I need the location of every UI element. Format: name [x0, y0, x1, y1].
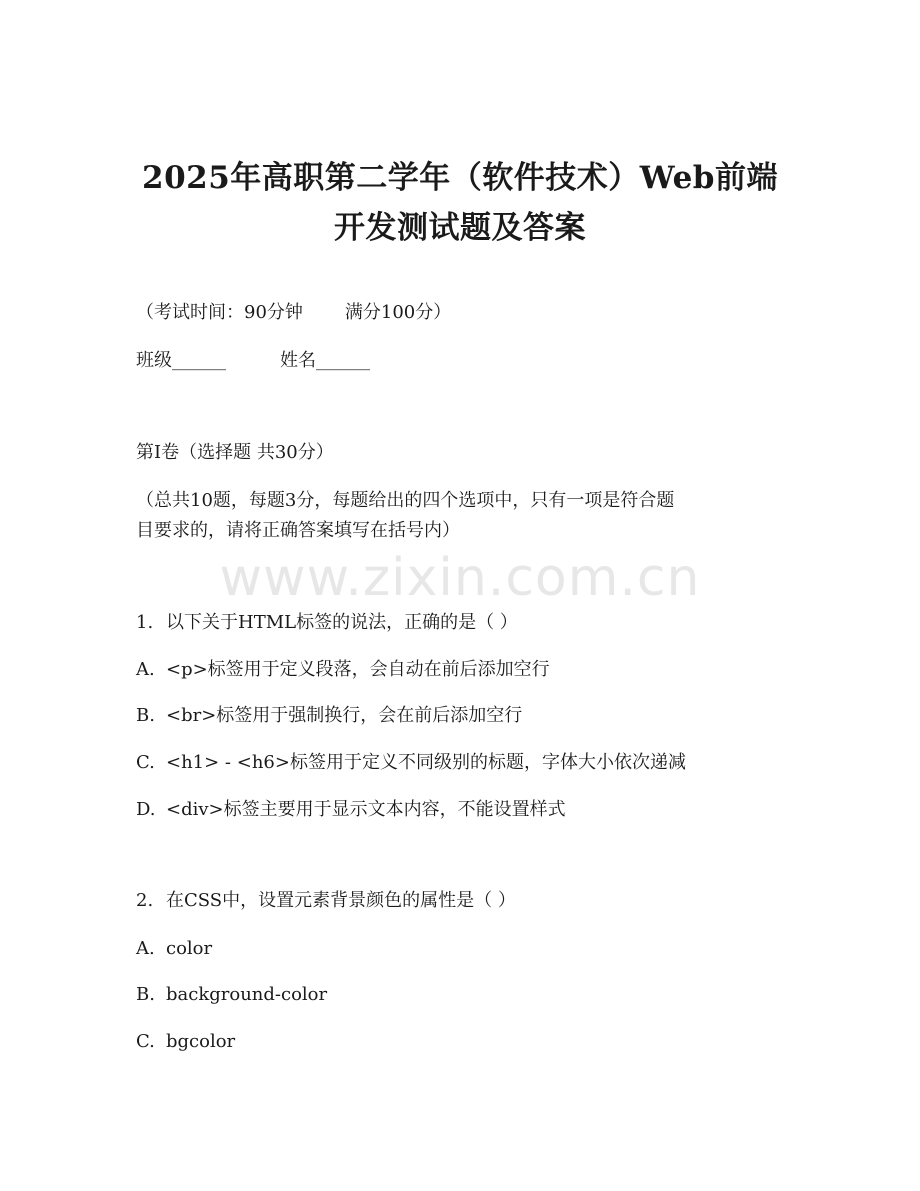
option-text: <div>标签主要用于显示文本内容，不能设置样式: [166, 799, 566, 820]
option-letter: B.: [136, 984, 155, 1005]
section-heading: 第I卷（选择题 共30分）: [136, 442, 334, 463]
name-field-label: 姓名______: [280, 350, 370, 371]
question-text: 在CSS中，设置元素背景颜色的属性是（ ）: [166, 890, 516, 911]
question-2: [136, 886, 516, 916]
option-a: [136, 655, 550, 685]
watermark: www.zixin.com.cn: [219, 548, 701, 608]
option-text: background-color: [166, 984, 328, 1005]
section-instructions-line-1: （总共10题，每题3分，每题给出的四个选项中，只有一项是符合题: [136, 490, 675, 511]
question-number: 2.: [136, 890, 154, 911]
option-b: [136, 701, 522, 731]
option-d: [136, 795, 566, 825]
option-letter: C.: [136, 1031, 155, 1052]
option-c: [136, 748, 686, 778]
question-number: 1.: [136, 612, 154, 633]
exam-time: （考试时间：90分钟: [136, 302, 303, 323]
class-field-label: 班级______: [136, 350, 226, 371]
option-text: <p>标签用于定义段落，会自动在前后添加空行: [166, 659, 550, 680]
student-info: [136, 346, 370, 376]
option-letter: A.: [136, 659, 155, 680]
question-1: [136, 608, 518, 638]
exam-score: 满分100分）: [344, 302, 452, 323]
document-title-line-2: 开发测试题及答案: [334, 210, 586, 246]
option-text: bgcolor: [166, 1031, 236, 1052]
option-text: color: [166, 938, 213, 959]
option-a: [136, 934, 212, 964]
option-letter: C.: [136, 752, 155, 773]
option-letter: B.: [136, 705, 155, 726]
section-instructions-line-2: 目要求的，请将正确答案填写在括号内）: [136, 520, 460, 541]
option-letter: A.: [136, 938, 155, 959]
option-text: <br>标签用于强制换行，会在前后添加空行: [166, 705, 523, 726]
question-text: 以下关于HTML标签的说法，正确的是（ ）: [166, 612, 518, 633]
option-text: <h1> - <h6>标签用于定义不同级别的标题，字体大小依次递减: [166, 752, 686, 773]
option-c: [136, 1027, 235, 1057]
option-letter: D.: [136, 799, 156, 820]
document-title-line-1: 2025年高职第二学年（软件技术）Web前端: [142, 160, 778, 196]
exam-info: [136, 298, 451, 328]
option-b: [136, 980, 327, 1010]
